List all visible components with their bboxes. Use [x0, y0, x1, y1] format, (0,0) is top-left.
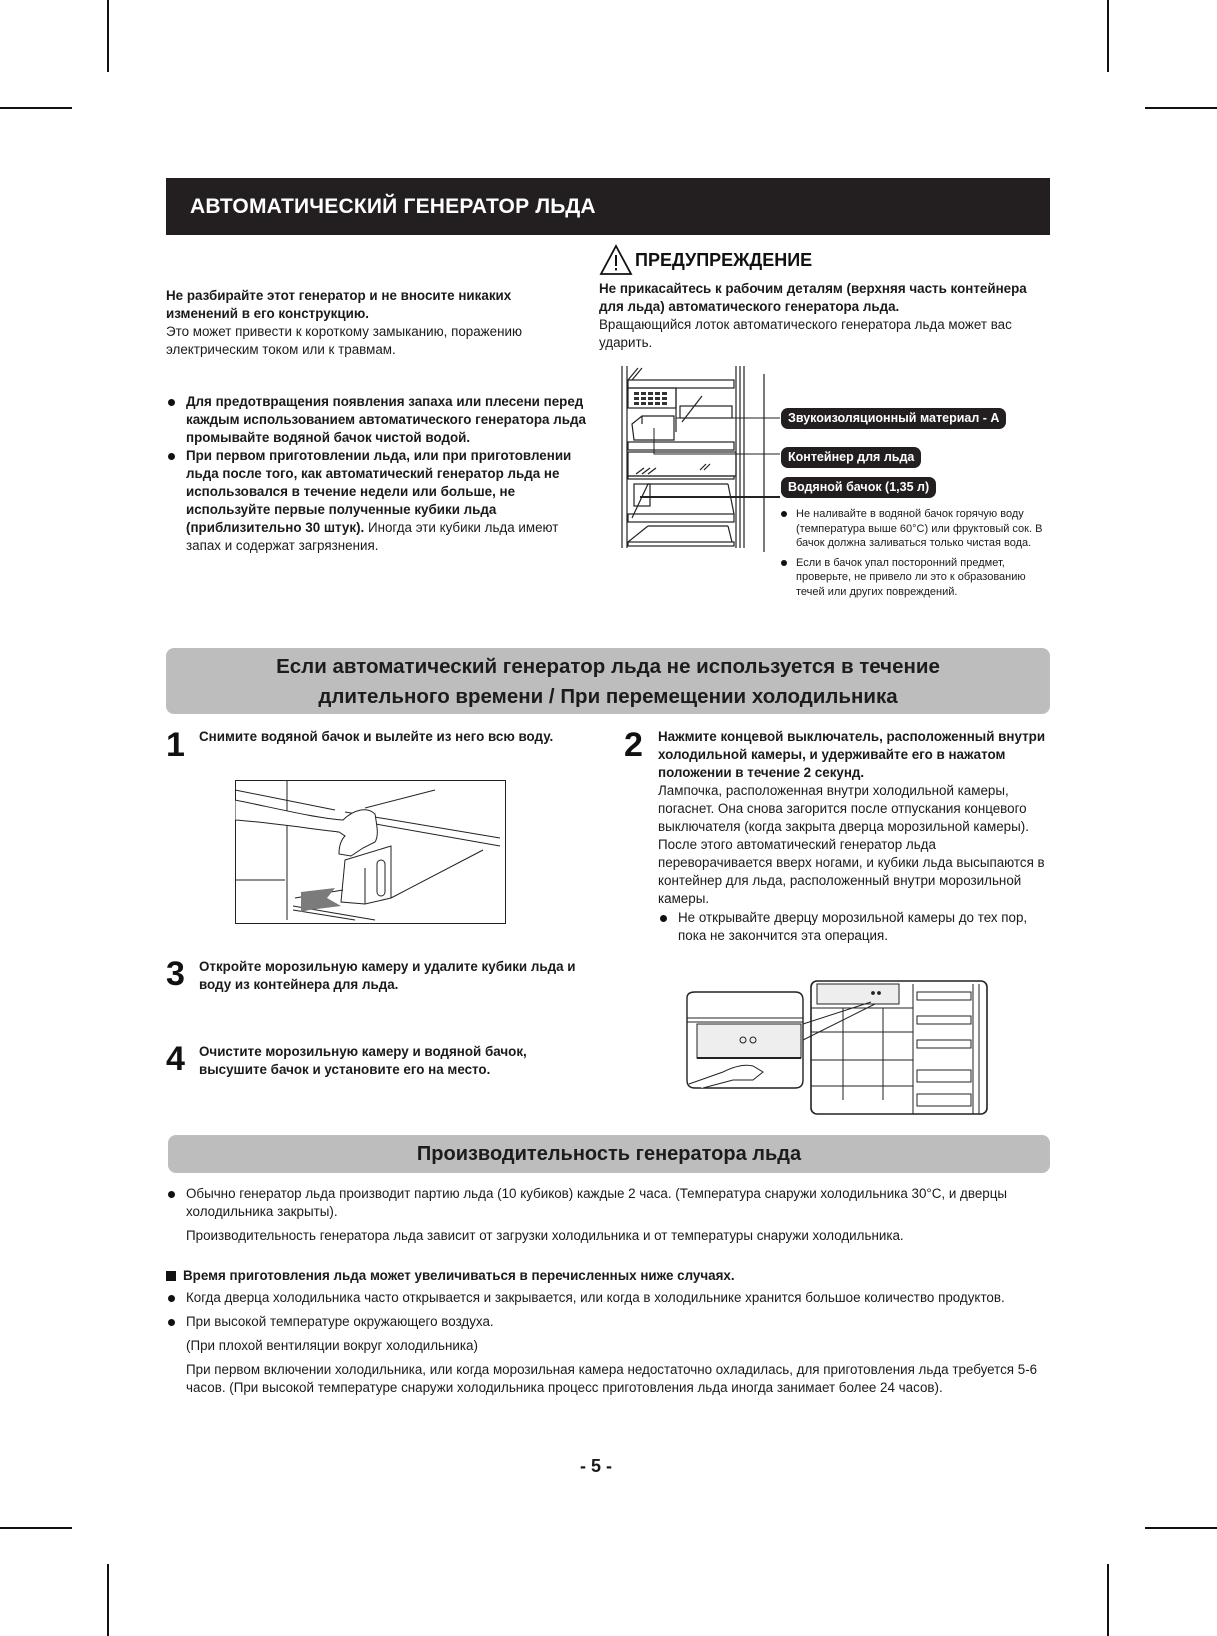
warning-triangle-icon — [599, 244, 633, 276]
list-item: При высокой температуре окружающего воздуха. — [166, 1313, 1046, 1331]
step-number: 3 — [166, 955, 185, 993]
section-heading-performance: Производительность генератора льда — [168, 1135, 1050, 1173]
step-text: Снимите водяной бачок и вылейте из него всю воду. — [199, 729, 554, 744]
step-number: 1 — [166, 726, 185, 764]
step-text — [658, 728, 1050, 945]
warning-left — [166, 287, 566, 359]
step-description: Лампочка, расположенная внутри холодильной камеры, погаснет. Она снова загорится после отпускания концевого выключателя (когда закрыта дверца морозильной камеры). После этого автоматический генератор льда переворачивается вверх ногами, и кубики льда высыпаются в контейнер для льда, расположенный внутри морозильной камеры. — [658, 783, 1045, 906]
remove-water-tank-illustration — [235, 780, 506, 924]
section-heading-long-unused — [166, 648, 1050, 714]
bullet-text: Иногда эти кубики льда имеют запах и содержат загрязнения. — [186, 520, 559, 553]
crop-mark — [1145, 107, 1217, 109]
crop-mark — [107, 0, 109, 72]
list-item: Когда дверца холодильника часто открывается и закрывается, или когда в холодильнике хранится большое количество продуктов. — [166, 1289, 1046, 1307]
crop-mark — [1107, 0, 1109, 72]
crop-mark — [1145, 1527, 1217, 1529]
heading-line: длительного времени / При перемещении холодильника — [318, 685, 898, 708]
square-bullet-icon — [166, 1271, 176, 1281]
crop-mark — [1107, 1564, 1109, 1636]
bullet-bold: Для предотвращения появления запаха или плесени перед каждым использованием автоматического генератора льда промывайте водяной бачок чистой водой. — [186, 394, 586, 445]
heading-line: Если автоматический генератор льда не используется в течение — [276, 655, 940, 678]
warning-left-text: Это может привести к короткому замыканию, поражению электрическим током или к травмам. — [166, 324, 522, 357]
crop-mark — [0, 1527, 72, 1529]
step-number: 4 — [166, 1040, 185, 1078]
step-number: 2 — [624, 726, 643, 764]
warning-right-text: Вращающийся лоток автоматического генератора льда может вас ударить. — [599, 317, 1012, 350]
step-text: Очистите морозильную камеру и водяной бачок, высушите бачок и установите его на место. — [199, 1044, 527, 1077]
warning-left-bold: Не разбирайте этот генератор и не вносите никаких изменений в его конструкцию. — [166, 288, 512, 321]
crop-mark — [107, 1564, 109, 1636]
limit-switch-illustration — [683, 980, 991, 1116]
crop-mark — [0, 107, 72, 109]
bullet-bold: При первом приготовлении льда, или при приготовлении льда после того, как автоматический генератор льда не использовался в течение недели или больше, не используйте первые полученные кубики льда (приблизительно 30 штук). — [186, 448, 572, 535]
list-item: Не открывайте дверцу морозильной камеры до тех пор, пока не закончится эта операция. — [658, 909, 1050, 945]
list-item — [166, 393, 586, 447]
diagram-label-ice-container: Контейнер для льда — [781, 447, 921, 468]
list-item: Если в бачок упал посторонний предмет, проверьте, не привело ли это к образованию течей или других повреждений. — [779, 556, 1047, 600]
diagram-notes — [779, 507, 1047, 604]
performance-content — [166, 1185, 1046, 1397]
performance-bullets — [166, 1185, 1046, 1221]
subheading-text: Время приготовления льда может увеличиваться в перечисленных ниже случаях. — [183, 1268, 735, 1283]
warning-right-bold: Не прикасайтесь к рабочим деталям (верхняя часть контейнера для льда) автоматического генератора льда. — [599, 281, 1027, 314]
performance-note: Производительность генератора льда зависит от загрузки холодильника и от температуры снаружи холодильника. — [186, 1228, 904, 1243]
intro-bullets — [166, 393, 586, 555]
page-number: - 5 - — [580, 1456, 613, 1476]
warning-heading — [599, 243, 812, 277]
diagram-label-water-tank: Водяной бачок (1,35 л) — [781, 477, 936, 498]
performance-subheading — [166, 1267, 1046, 1285]
ventilation-note: (При плохой вентиляции вокруг холодильника) — [186, 1338, 478, 1353]
fridge-interior-diagram — [618, 366, 790, 556]
list-item — [166, 447, 586, 555]
page-title: АВТОМАТИЧЕСКИЙ ГЕНЕРАТОР ЛЬДА — [166, 178, 1050, 235]
slowdown-bullets — [166, 1289, 1046, 1331]
warning-right — [599, 280, 1049, 352]
warning-heading-text: ПРЕДУПРЕЖДЕНИЕ — [635, 249, 813, 270]
step-text: Откройте морозильную камеру и удалите кубики льда и воду из контейнера для льда. — [199, 959, 576, 992]
diagram-label-sound-insulation: Звукоизоляционный материал - А — [781, 408, 1006, 429]
list-item: Не наливайте в водяной бачок горячую воду (температура выше 60°C) или фруктовый сок. В бачок должна заливаться только чистая вода. — [779, 507, 1047, 551]
step-bold: Нажмите концевой выключатель, расположенный внутри холодильной камеры, и удерживайте его в нажатом положении в течение 2 секунд. — [658, 729, 1046, 780]
first-start-note: При первом включении холодильника, или когда морозильная камера недостаточно охладилась, для приготовления льда требуется 5-6 часов. (При высокой температуре снаружи холодильника процесс приготовления льда иногда занимает более 24 часов). — [186, 1362, 1038, 1395]
list-item: Обычно генератор льда производит партию льда (10 кубиков) каждые 2 часа. (Температура снаружи холодильника 30°C, и дверцы холодильника закрыты). — [166, 1185, 1046, 1221]
step-bullets — [658, 909, 1050, 945]
